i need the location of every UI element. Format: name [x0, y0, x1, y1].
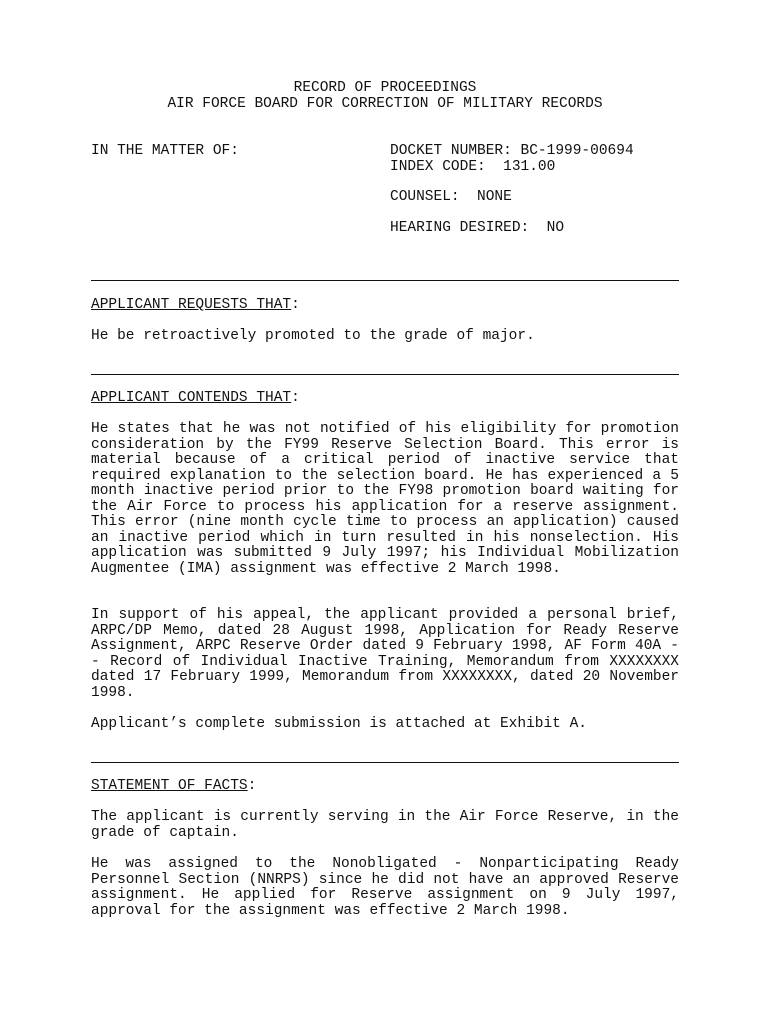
contends-heading: APPLICANT CONTENDS THAT:: [91, 390, 300, 406]
facts-paragraph-1: The applicant is currently serving in the Air Force Reserve, in the grade of captain.: [91, 809, 679, 841]
matter-label: IN THE MATTER OF:: [91, 143, 239, 159]
index-code: INDEX CODE: 131.00: [390, 159, 556, 175]
section-divider: [91, 762, 679, 763]
section-divider: [91, 374, 679, 375]
requests-text: He be retroactively promoted to the grade of major.: [91, 328, 535, 344]
contends-paragraph-3: Applicant’s complete submission is attached at Exhibit A.: [91, 716, 587, 732]
contends-paragraph-2: In support of his appeal, the applicant provided a personal brief, ARPC/DP Memo, dated 28 August 1998, Application for Ready Reserve Assignment, ARPC Reserve Order dated 9 February 1998, AF Form 40A -- Record of Individual Inactive Training, Memorandum from XXXXXXXX dated 17 February 1999, Memorandum from XXXXXXXX, dated 20 November 1998.: [91, 607, 679, 701]
facts-paragraph-2: He was assigned to the Nonobligated - Nonparticipating Ready Personnel Section (NNRPS) since he did not have an approved Reserve assignment. He applied for Reserve assignment on 9 July 1997, approval for the assignment was effective 2 March 1998.: [91, 856, 679, 919]
requests-heading: APPLICANT REQUESTS THAT:: [91, 297, 300, 313]
section-divider: [91, 280, 679, 281]
record-title: RECORD OF PROCEEDINGS: [293, 80, 477, 96]
contends-heading-text: APPLICANT CONTENDS THAT: [91, 390, 292, 406]
counsel: COUNSEL: NONE: [390, 189, 512, 205]
facts-heading: STATEMENT OF FACTS:: [91, 778, 257, 794]
contends-paragraph-1: He states that he was not notified of his eligibility for promotion consideration by the FY99 Reserve Selection Board. This error is material because of a critical period of inactive service that required explanation to the selection board. He has experienced a 5 month inactive period prior to the FY98 promotion board waiting for the Air Force to process his application for a reserve assignment. This error (nine month cycle time to process an application) caused an inactive period which in turn resulted in his nonselection. His application was submitted 9 July 1997; his Individual Mobilization Augmentee (IMA) assignment was effective 2 March 1998.: [91, 421, 679, 577]
requests-heading-text: APPLICANT REQUESTS THAT: [91, 297, 292, 313]
board-title: AIR FORCE BOARD FOR CORRECTION OF MILITARY RECORDS: [167, 96, 603, 112]
facts-heading-text: STATEMENT OF FACTS: [91, 778, 248, 794]
docket-number: DOCKET NUMBER: BC-1999-00694: [390, 143, 634, 159]
hearing-desired: HEARING DESIRED: NO: [390, 220, 565, 236]
